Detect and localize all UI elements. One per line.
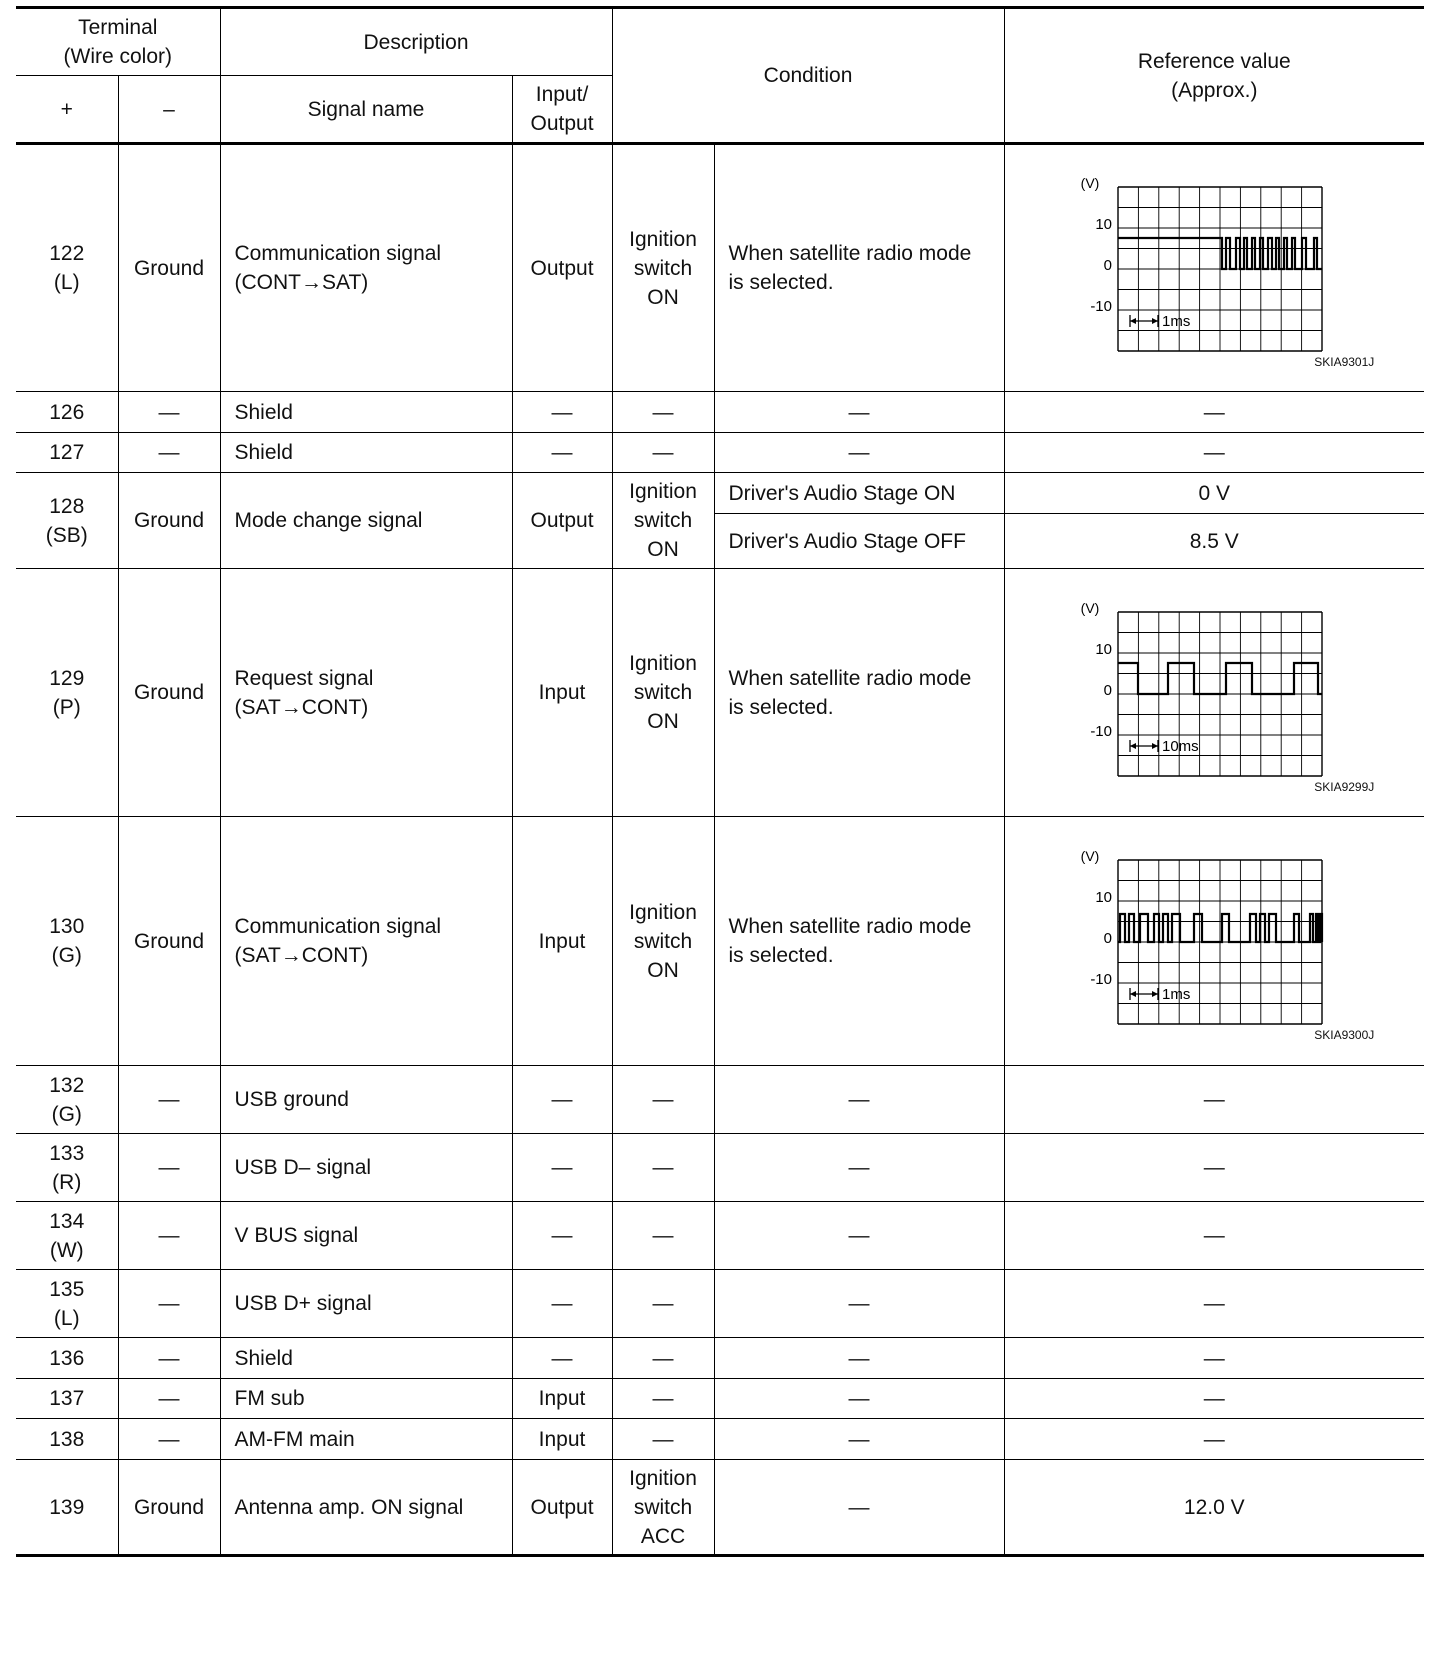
ignition-switch-cell: — bbox=[612, 1270, 714, 1338]
waveform-unit-label: (V) bbox=[1080, 599, 1100, 616]
signal-name-cell: Communication signal (CONT→SAT) bbox=[220, 144, 512, 392]
table-row bbox=[16, 1460, 1424, 1556]
table-row bbox=[16, 1066, 1424, 1134]
waveform-y-label: 0 bbox=[1103, 681, 1113, 699]
io-cell: Input bbox=[512, 1419, 612, 1460]
io-cell: — bbox=[512, 1338, 612, 1379]
table-row bbox=[16, 144, 1424, 392]
condition-cell: — bbox=[714, 1134, 1004, 1202]
reference-value-cell: — bbox=[1004, 1066, 1424, 1134]
condition-cell: — bbox=[714, 1379, 1004, 1419]
ignition-switch-cell: Ignition switch ACC bbox=[612, 1460, 714, 1556]
time-scale-marker bbox=[1130, 315, 1158, 327]
header-minus: – bbox=[118, 76, 220, 144]
header-plus: + bbox=[16, 76, 118, 144]
terminal-cell: 130 (G) bbox=[16, 817, 118, 1066]
waveform-unit-label: (V) bbox=[1080, 175, 1100, 191]
waveform-y-label: -10 bbox=[1090, 971, 1113, 988]
io-cell: — bbox=[512, 1270, 612, 1338]
waveform-figure-code: SKIA9300J bbox=[1314, 1028, 1375, 1042]
reference-value-cell: — bbox=[1004, 1134, 1424, 1202]
minus-cell: — bbox=[118, 1338, 220, 1379]
ignition-switch-cell: — bbox=[612, 433, 714, 473]
waveform-time-label: 1ms bbox=[1162, 313, 1191, 330]
terminal-cell: 139 bbox=[16, 1460, 118, 1556]
terminal-cell: 129 (P) bbox=[16, 569, 118, 817]
table-row bbox=[16, 473, 1424, 514]
terminal-cell: 136 bbox=[16, 1338, 118, 1379]
io-cell: Input bbox=[512, 569, 612, 817]
condition-cell: — bbox=[714, 1338, 1004, 1379]
reference-value-cell bbox=[1004, 569, 1424, 817]
table-row bbox=[16, 569, 1424, 817]
signal-name-cell: USB ground bbox=[220, 1066, 512, 1134]
waveform-graph bbox=[1054, 163, 1374, 373]
condition-cell: — bbox=[714, 1202, 1004, 1270]
signal-name-cell: USB D+ signal bbox=[220, 1270, 512, 1338]
io-cell: — bbox=[512, 433, 612, 473]
io-cell: Input bbox=[512, 817, 612, 1066]
minus-cell: — bbox=[118, 392, 220, 433]
condition-cell: Driver's Audio Stage OFF bbox=[714, 514, 1004, 569]
ignition-switch-cell: — bbox=[612, 1134, 714, 1202]
waveform-unit-label: (V) bbox=[1080, 848, 1100, 864]
condition-cell: — bbox=[714, 1460, 1004, 1556]
minus-cell: — bbox=[118, 1066, 220, 1134]
time-scale-marker bbox=[1130, 988, 1158, 1000]
condition-cell: — bbox=[714, 1419, 1004, 1460]
minus-cell: — bbox=[118, 433, 220, 473]
waveform-time-label: 1ms bbox=[1162, 986, 1191, 1003]
header-input-output: Input/ Output bbox=[512, 76, 612, 144]
table-row bbox=[16, 1338, 1424, 1379]
waveform-time-label: 10ms bbox=[1162, 737, 1199, 755]
header-signal-name: Signal name bbox=[220, 76, 512, 144]
terminal-cell: 122 (L) bbox=[16, 144, 118, 392]
io-cell: Output bbox=[512, 473, 612, 569]
signal-name-cell: Communication signal (SAT→CONT) bbox=[220, 817, 512, 1066]
waveform-svg bbox=[1054, 163, 1374, 373]
table-row bbox=[16, 392, 1424, 433]
table-row bbox=[16, 1419, 1424, 1460]
waveform-y-label: -10 bbox=[1090, 722, 1113, 740]
reference-value-cell: — bbox=[1004, 1338, 1424, 1379]
waveform-y-label: 10 bbox=[1095, 889, 1113, 906]
reference-value-cell bbox=[1004, 144, 1424, 392]
reference-value-cell: — bbox=[1004, 433, 1424, 473]
reference-value-cell: — bbox=[1004, 1419, 1424, 1460]
minus-cell: — bbox=[118, 1202, 220, 1270]
ignition-switch-cell: — bbox=[612, 1338, 714, 1379]
minus-cell: — bbox=[118, 1379, 220, 1419]
minus-cell: — bbox=[118, 1419, 220, 1460]
reference-value-cell bbox=[1004, 817, 1424, 1066]
signal-name-cell: Mode change signal bbox=[220, 473, 512, 569]
waveform-figure-code: SKIA9299J bbox=[1314, 779, 1375, 794]
io-cell: — bbox=[512, 1202, 612, 1270]
waveform-y-label: 0 bbox=[1103, 257, 1113, 274]
terminal-cell: 128 (SB) bbox=[16, 473, 118, 569]
ignition-switch-cell: — bbox=[612, 392, 714, 433]
io-cell: Output bbox=[512, 1460, 612, 1556]
signal-name-cell: Shield bbox=[220, 433, 512, 473]
condition-cell: — bbox=[714, 392, 1004, 433]
signal-name-cell: FM sub bbox=[220, 1379, 512, 1419]
table-row bbox=[16, 1202, 1424, 1270]
reference-value-cell: 12.0 V bbox=[1004, 1460, 1424, 1556]
terminal-cell: 138 bbox=[16, 1419, 118, 1460]
minus-cell: Ground bbox=[118, 817, 220, 1066]
table-row bbox=[16, 1379, 1424, 1419]
waveform-svg bbox=[1054, 836, 1374, 1046]
waveform-figure-code: SKIA9301J bbox=[1314, 355, 1375, 369]
signal-name-cell: USB D– signal bbox=[220, 1134, 512, 1202]
table-row bbox=[16, 817, 1424, 1066]
minus-cell: — bbox=[118, 1270, 220, 1338]
minus-cell: Ground bbox=[118, 569, 220, 817]
header-description: Description bbox=[220, 8, 612, 76]
terminal-cell: 135 (L) bbox=[16, 1270, 118, 1338]
ignition-switch-cell: Ignition switch ON bbox=[612, 817, 714, 1066]
terminal-cell: 134 (W) bbox=[16, 1202, 118, 1270]
header-condition: Condition bbox=[612, 8, 1004, 144]
signal-name-cell: Shield bbox=[220, 392, 512, 433]
signal-name-cell: Request signal (SAT→CONT) bbox=[220, 569, 512, 817]
time-scale-marker bbox=[1130, 740, 1158, 752]
signal-name-cell: Shield bbox=[220, 1338, 512, 1379]
condition-cell: When satellite radio mode is selected. bbox=[714, 144, 1004, 392]
header-reference-value: Reference value (Approx.) bbox=[1004, 8, 1424, 144]
waveform-graph bbox=[1054, 836, 1374, 1046]
terminal-cell: 137 bbox=[16, 1379, 118, 1419]
table-row bbox=[16, 1134, 1424, 1202]
ignition-switch-cell: Ignition switch ON bbox=[612, 144, 714, 392]
ignition-switch-cell: — bbox=[612, 1202, 714, 1270]
waveform-y-label: 10 bbox=[1095, 640, 1113, 658]
terminal-cell: 133 (R) bbox=[16, 1134, 118, 1202]
table-row bbox=[16, 1270, 1424, 1338]
reference-value-cell: — bbox=[1004, 1202, 1424, 1270]
reference-value-cell: — bbox=[1004, 392, 1424, 433]
reference-value-cell: — bbox=[1004, 1270, 1424, 1338]
table-row bbox=[16, 433, 1424, 473]
condition-cell: — bbox=[714, 1270, 1004, 1338]
ignition-switch-cell: Ignition switch ON bbox=[612, 473, 714, 569]
io-cell: — bbox=[512, 1134, 612, 1202]
condition-cell: Driver's Audio Stage ON bbox=[714, 473, 1004, 514]
signal-name-cell: V BUS signal bbox=[220, 1202, 512, 1270]
minus-cell: Ground bbox=[118, 1460, 220, 1556]
ignition-switch-cell: — bbox=[612, 1066, 714, 1134]
condition-cell: — bbox=[714, 1066, 1004, 1134]
minus-cell: Ground bbox=[118, 473, 220, 569]
reference-value-cell: 0 V bbox=[1004, 473, 1424, 514]
reference-value-cell: 8.5 V bbox=[1004, 514, 1424, 569]
minus-cell: — bbox=[118, 1134, 220, 1202]
terminal-cell: 127 bbox=[16, 433, 118, 473]
io-cell: Output bbox=[512, 144, 612, 392]
header-terminal: Terminal (Wire color) bbox=[16, 8, 220, 76]
io-cell: — bbox=[512, 1066, 612, 1134]
waveform-graph bbox=[1054, 588, 1374, 798]
ignition-switch-cell: Ignition switch ON bbox=[612, 569, 714, 817]
reference-value-cell: — bbox=[1004, 1379, 1424, 1419]
waveform-y-label: 0 bbox=[1103, 930, 1113, 947]
terminal-cell: 126 bbox=[16, 392, 118, 433]
io-cell: — bbox=[512, 392, 612, 433]
signal-name-cell: Antenna amp. ON signal bbox=[220, 1460, 512, 1556]
waveform-y-label: 10 bbox=[1095, 216, 1113, 233]
ignition-switch-cell: — bbox=[612, 1419, 714, 1460]
signal-name-cell: AM-FM main bbox=[220, 1419, 512, 1460]
ignition-switch-cell: — bbox=[612, 1379, 714, 1419]
minus-cell: Ground bbox=[118, 144, 220, 392]
condition-cell: — bbox=[714, 433, 1004, 473]
waveform-svg bbox=[1054, 588, 1374, 798]
terminal-reference-table bbox=[16, 6, 1424, 1557]
condition-cell: When satellite radio mode is selected. bbox=[714, 817, 1004, 1066]
condition-cell: When satellite radio mode is selected. bbox=[714, 569, 1004, 817]
waveform-y-label: -10 bbox=[1090, 298, 1113, 315]
terminal-cell: 132 (G) bbox=[16, 1066, 118, 1134]
io-cell: Input bbox=[512, 1379, 612, 1419]
